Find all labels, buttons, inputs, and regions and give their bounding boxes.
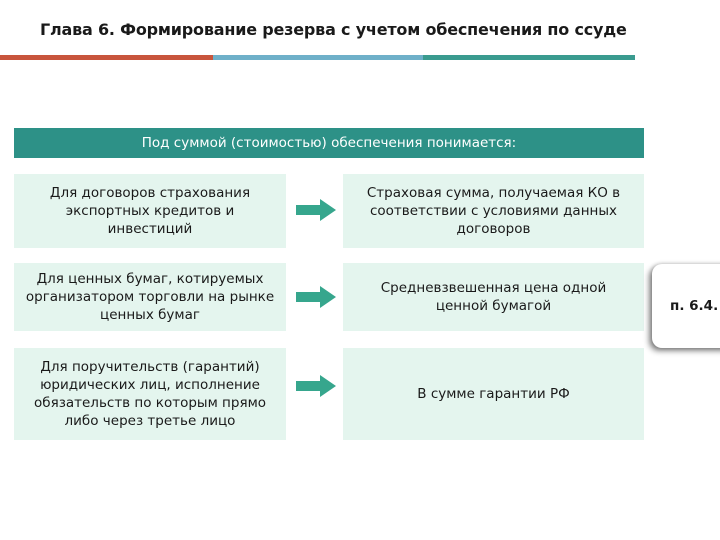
section-reference-tab[interactable]: п. 6.4.: [652, 264, 720, 348]
arrow-right-icon: [296, 286, 336, 308]
row-1-condition: Для договоров страхования экспортных кредитов и инвестиций: [14, 174, 286, 248]
slide-title: Глава 6. Формирование резерва с учетом обеспечения по ссуде: [40, 20, 627, 39]
arrow-right-icon: [296, 375, 336, 397]
arrow-right-icon: [296, 199, 336, 221]
divider-stripe-blue: [213, 55, 423, 60]
divider-stripe-teal: [423, 55, 635, 60]
row-2-condition: Для ценных бумаг, котируемых организатором торговли на рынке ценных бумаг: [14, 263, 286, 331]
row-1-value: Страховая сумма, получаемая КО в соответствии с условиями данных договоров: [343, 174, 644, 248]
row-2-value: Средневзвешенная цена одной ценной бумагой: [343, 263, 644, 331]
divider-stripe-red: [0, 55, 213, 60]
definition-header: Под суммой (стоимостью) обеспечения понимается:: [14, 128, 644, 158]
row-3-condition: Для поручительств (гарантий) юридических лиц, исполнение обязательств по которым прямо либо через третье лицо: [14, 348, 286, 440]
row-3-value: В сумме гарантии РФ: [343, 348, 644, 440]
